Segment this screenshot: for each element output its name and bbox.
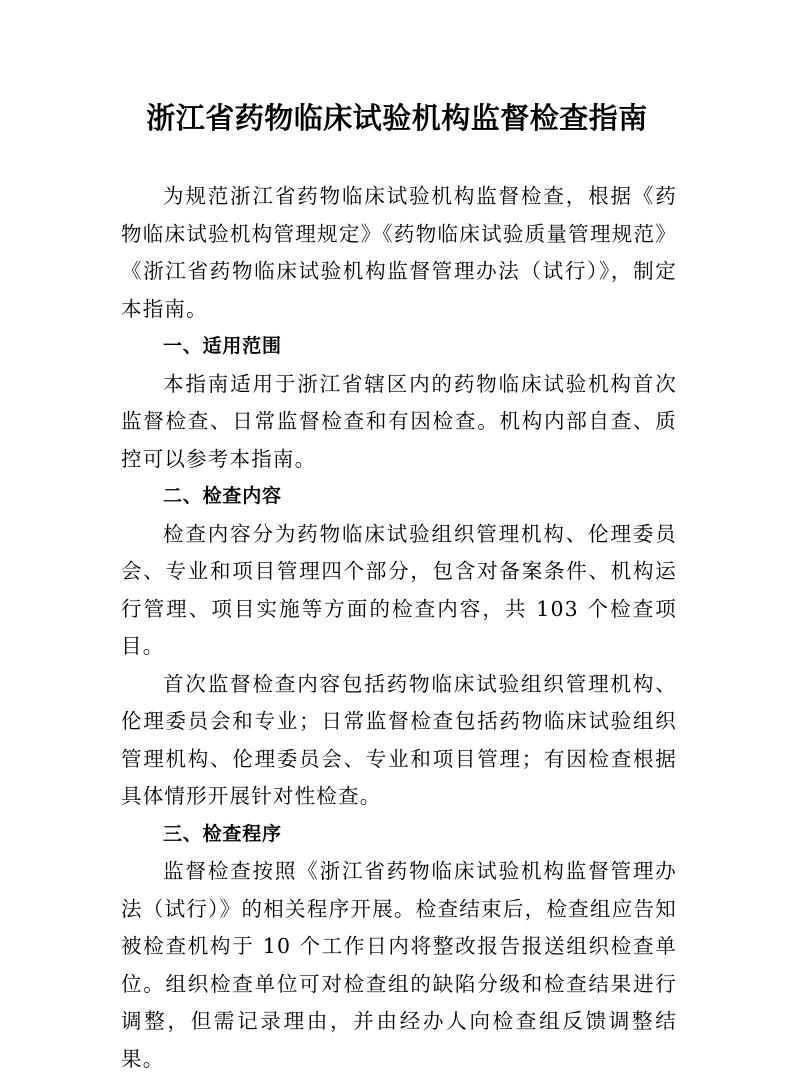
- section-content: [121, 478, 677, 816]
- intro-paragraph: 为规范浙江省药物临床试验机构监督检查，根据《药物临床试验机构管理规定》《药物临床试验质量管理规范》《浙江省药物临床试验机构监督管理办法（试行）》，制定本指南。: [121, 178, 677, 328]
- section-heading: 一、适用范围: [121, 328, 677, 366]
- document-title: 浙江省药物临床试验机构监督检查指南: [0, 96, 794, 140]
- section-heading: 二、检查内容: [121, 478, 677, 516]
- section-paragraph: 检查内容分为药物临床试验组织管理机构、伦理委员会、专业和项目管理四个部分，包含对备案条件、机构运行管理、项目实施等方面的检查内容，共 103 个检查项目。: [121, 516, 677, 666]
- section-scope: [121, 328, 677, 478]
- section-paragraph: 首次监督检查内容包括药物临床试验组织管理机构、伦理委员会和专业；日常监督检查包括药物临床试验组织管理机构、伦理委员会、专业和项目管理；有因检查根据具体情形开展针对性检查。: [121, 666, 677, 816]
- section-heading: 三、检查程序: [121, 816, 677, 854]
- section-paragraph: 监督检查按照《浙江省药物临床试验机构监督管理办法（试行）》的相关程序开展。检查结束后，检查组应告知被检查机构于 10 个工作日内将整改报告报送组织检查单位。组织检查单位可对检查组的缺陷分级和检查结果进行调整，但需记录理由，并由经办人向检查组反馈调整结果。: [121, 853, 677, 1078]
- document-body: [121, 178, 677, 1078]
- section-paragraph: 本指南适用于浙江省辖区内的药物临床试验机构首次监督检查、日常监督检查和有因检查。机构内部自查、质控可以参考本指南。: [121, 366, 677, 479]
- section-procedure: [121, 816, 677, 1078]
